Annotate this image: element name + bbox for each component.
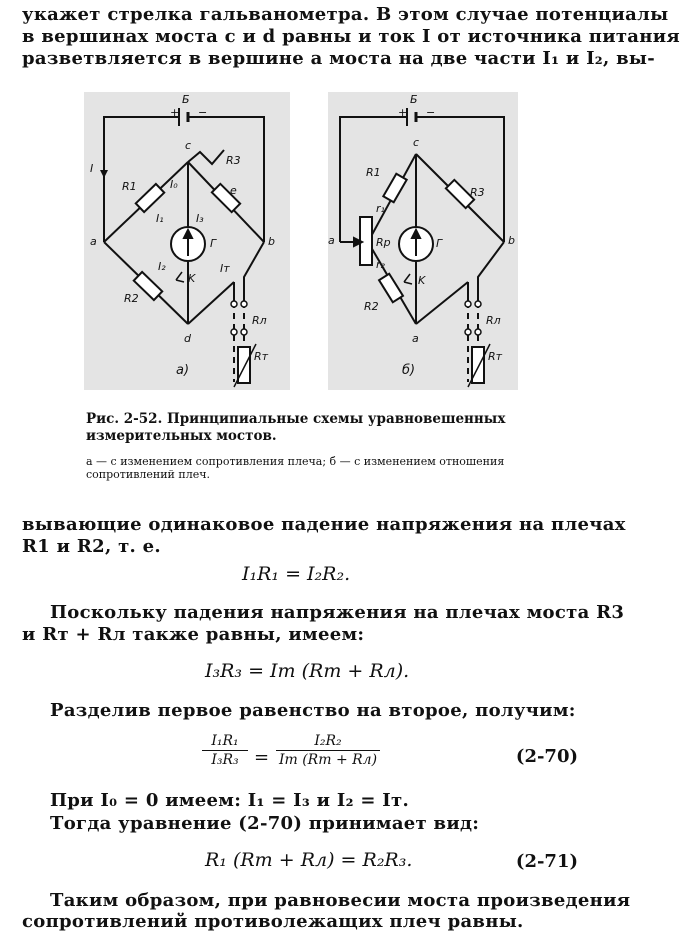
node-d-label: d — [184, 332, 191, 345]
equation-4: R₁ (Rт + Rл) = R₂R₃. — [205, 849, 413, 871]
text-line: разветвляется в вершине a моста на две части I₁ и I₂, вы- — [22, 48, 656, 69]
text-line: При I₀ = 0 имеем: I₁ = I₃ и I₂ = Iт. — [50, 790, 410, 811]
figure-caption-subtitle: а — с изменением сопротивления плеча; б — с изменением отношения сопротивлений плеч. — [86, 455, 505, 481]
fraction-denominator: Iт (Rт + Rл) — [278, 752, 378, 768]
text-line: вывающие одинаковое падение напряжения на плечах — [22, 514, 626, 535]
equation-1: I₁R₁ = I₂R₂. — [242, 563, 351, 585]
i0-label: I₀ — [170, 178, 178, 191]
circuit-diagram-a — [84, 92, 290, 390]
node-b-label: b — [268, 235, 275, 248]
text-line: сопротивлений противолежащих плеч равны. — [22, 911, 524, 932]
r1-label: R1 — [122, 180, 137, 193]
node-c-label: c — [185, 139, 192, 152]
rp-label: Rр — [376, 236, 391, 249]
text-line: укажет стрелка гальванометра. В этом случае потенциалы — [22, 4, 669, 25]
equation-2: I₃R₃ = Iт (Rт + Rл). — [205, 660, 410, 682]
r1-small-label: r₁ — [376, 202, 385, 215]
fraction-left — [202, 733, 248, 768]
rt-label: Rт — [488, 350, 503, 363]
it-label: Iт — [220, 262, 230, 275]
r2-label: R2 — [124, 292, 139, 305]
rt-label: Rт — [254, 350, 269, 363]
r1-label: R1 — [366, 166, 381, 179]
node-a-label: a — [328, 234, 335, 247]
text-line: и Rт + Rл также равны, имеем: — [22, 624, 365, 645]
battery-label: Б — [182, 93, 190, 106]
node-a-label: a — [90, 235, 97, 248]
r2-small-label: r₂ — [376, 258, 385, 271]
fraction-numerator: I₁R₁ — [211, 733, 239, 749]
node-c-label: c — [413, 136, 420, 149]
battery-label: Б — [410, 93, 418, 106]
minus-label: − — [426, 106, 436, 119]
plus-label: + — [398, 106, 408, 119]
equals-sign: = — [254, 747, 270, 768]
fraction-right — [276, 733, 380, 768]
rl-label: Rл — [486, 314, 501, 327]
figure-a-label: а) — [176, 363, 190, 378]
fraction-denominator: I₃R₃ — [211, 752, 239, 768]
galvanometer-label: Г — [210, 237, 217, 250]
node-b-label: b — [508, 234, 515, 247]
figure-caption-title: Рис. 2-52. Принципиальные схемы уравновешенных измерительных мостов. — [86, 411, 506, 444]
r3-label: R3 — [470, 186, 485, 199]
i3-label: I₃ — [196, 212, 204, 225]
equation-number: (2-71) — [515, 851, 578, 872]
r2-label: R2 — [364, 300, 379, 313]
key-label: K — [418, 274, 426, 287]
equation-number: (2-70) — [515, 746, 578, 767]
text-line: Тогда уравнение (2-70) принимает вид: — [50, 813, 480, 834]
e-label: e — [230, 184, 237, 197]
text-line: Таким образом, при равновесии моста произведения — [50, 890, 631, 911]
galvanometer-label: Г — [436, 237, 443, 250]
text-line: Поскольку падения напряжения на плечах моста R3 — [50, 602, 625, 623]
fraction-numerator: I₂R₂ — [314, 733, 342, 749]
node-d-label: a — [412, 332, 419, 345]
figure-b-label: б) — [402, 363, 416, 378]
i-label: I — [90, 162, 94, 175]
i1-label: I₁ — [156, 212, 164, 225]
plus-label: + — [170, 106, 180, 119]
text-line: R1 и R2, т. е. — [22, 536, 161, 557]
text-line: Разделив первое равенство на второе, получим: — [50, 700, 576, 721]
circuit-diagram-b — [328, 92, 518, 390]
r3-label: R3 — [226, 154, 241, 167]
i2-label: I₂ — [158, 260, 166, 273]
rl-label: Rл — [252, 314, 267, 327]
text-line: в вершинах моста c и d равны и ток I от источника питания — [22, 26, 680, 47]
minus-label: − — [198, 106, 208, 119]
key-label: K — [188, 272, 196, 285]
